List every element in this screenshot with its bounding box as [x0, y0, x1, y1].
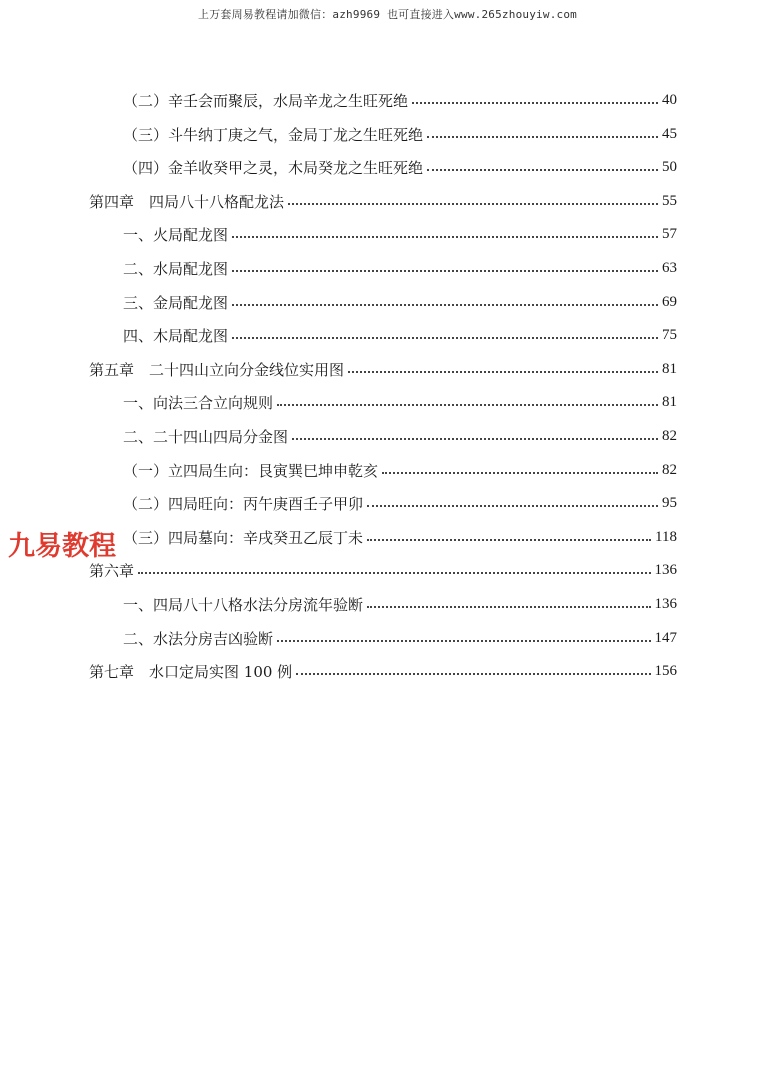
dot-leader: [277, 639, 650, 642]
toc-entry: [123, 491, 677, 515]
dot-leader: [277, 403, 658, 406]
toc-entry: [89, 189, 677, 213]
toc-entry-page: 118: [655, 528, 677, 545]
toc-entry-label: （三）斗牛纳丁庚之气，金局丁龙之生旺死绝: [123, 125, 424, 144]
dot-leader: [412, 101, 658, 104]
toc-entry-label: （一）立四局生向：艮寅巽巳坤申乾亥: [123, 461, 379, 480]
toc-entry-label: 二、水法分房吉凶验断: [123, 629, 274, 648]
toc-entry: [89, 659, 677, 683]
toc-entry: [123, 88, 677, 112]
toc-entry: [89, 357, 677, 381]
toc-entry-page: 40: [662, 91, 677, 108]
toc-entry-page: 63: [662, 259, 677, 276]
dot-leader: [427, 168, 658, 171]
toc-entry-page: 75: [662, 326, 677, 343]
dot-leader: [138, 571, 650, 574]
toc-entry: [123, 424, 677, 448]
toc-entry-page: 136: [654, 561, 677, 578]
page-header: 上万套周易教程请加微信：azh9969 也可直接进入www.265zhouyiw.com: [198, 8, 577, 21]
toc-entry-page: 45: [662, 125, 677, 142]
toc-entry-page: 95: [662, 494, 677, 511]
toc-entry-label: （二）辛壬会而聚辰，水局辛龙之生旺死绝: [123, 91, 409, 110]
toc-entry-page: 55: [662, 192, 677, 209]
toc-entry-page: 81: [662, 393, 677, 410]
dot-leader: [232, 303, 658, 306]
toc-entry: [123, 122, 677, 146]
toc-entry-page: 156: [654, 662, 677, 679]
toc-entry: [123, 390, 677, 414]
toc-entry-label: 一、火局配龙图: [123, 225, 229, 244]
toc-entry: [123, 525, 677, 549]
dot-leader: [232, 235, 658, 238]
dot-leader: [367, 605, 650, 608]
toc-entry-page: 82: [662, 461, 677, 478]
dot-leader: [232, 269, 658, 272]
toc-entry: [123, 323, 677, 347]
dot-leader: [288, 202, 658, 205]
toc-entry-label: 二、二十四山四局分金图: [123, 427, 289, 446]
toc-entry-page: 147: [654, 629, 677, 646]
toc-entry-page: 82: [662, 427, 677, 444]
toc-entry-page: 136: [654, 595, 677, 612]
toc-entry-label: 第五章 二十四山立向分金线位实用图: [89, 360, 345, 379]
toc-entry-label: （四）金羊收癸甲之灵，木局癸龙之生旺死绝: [123, 158, 424, 177]
toc-entry-label: 三、金局配龙图: [123, 293, 229, 312]
toc-entry: [123, 155, 677, 179]
toc-entry: [123, 458, 677, 482]
watermark-logo: 九易教程: [8, 531, 116, 562]
toc-entry-page: 69: [662, 293, 677, 310]
dot-leader: [232, 336, 658, 339]
toc-entry: [123, 626, 677, 650]
dot-leader: [292, 437, 658, 440]
toc-entry-label: 第六章: [89, 561, 135, 580]
toc-entry-label: 二、水局配龙图: [123, 259, 229, 278]
toc-entry-page: 81: [662, 360, 677, 377]
toc-entry: [89, 558, 677, 582]
toc-entry: [123, 290, 677, 314]
dot-leader: [367, 538, 651, 541]
toc-entry: [123, 222, 677, 246]
toc-entry-page: 50: [662, 158, 677, 175]
toc-entry: [123, 592, 677, 616]
dot-leader: [348, 370, 658, 373]
toc-entry-label: 一、四局八十八格水法分房流年验断: [123, 595, 364, 614]
dot-leader: [296, 672, 650, 675]
toc-entry-label: （三）四局墓向：辛戌癸丑乙辰丁未: [123, 528, 364, 547]
dot-leader: [382, 471, 658, 474]
dot-leader: [427, 135, 658, 138]
toc-entry-page: 57: [662, 225, 677, 242]
toc-entry-label: 一、向法三合立向规则: [123, 393, 274, 412]
toc-entry-label: （二）四局旺向：丙午庚酉壬子甲卯: [123, 494, 364, 513]
toc-entry-label: 四、木局配龙图: [123, 326, 229, 345]
dot-leader: [367, 504, 658, 507]
toc-entry-label: 第七章 水口定局实图 100 例: [89, 662, 293, 681]
toc-entry: [123, 256, 677, 280]
toc-entry-label: 第四章 四局八十八格配龙法: [89, 192, 285, 211]
